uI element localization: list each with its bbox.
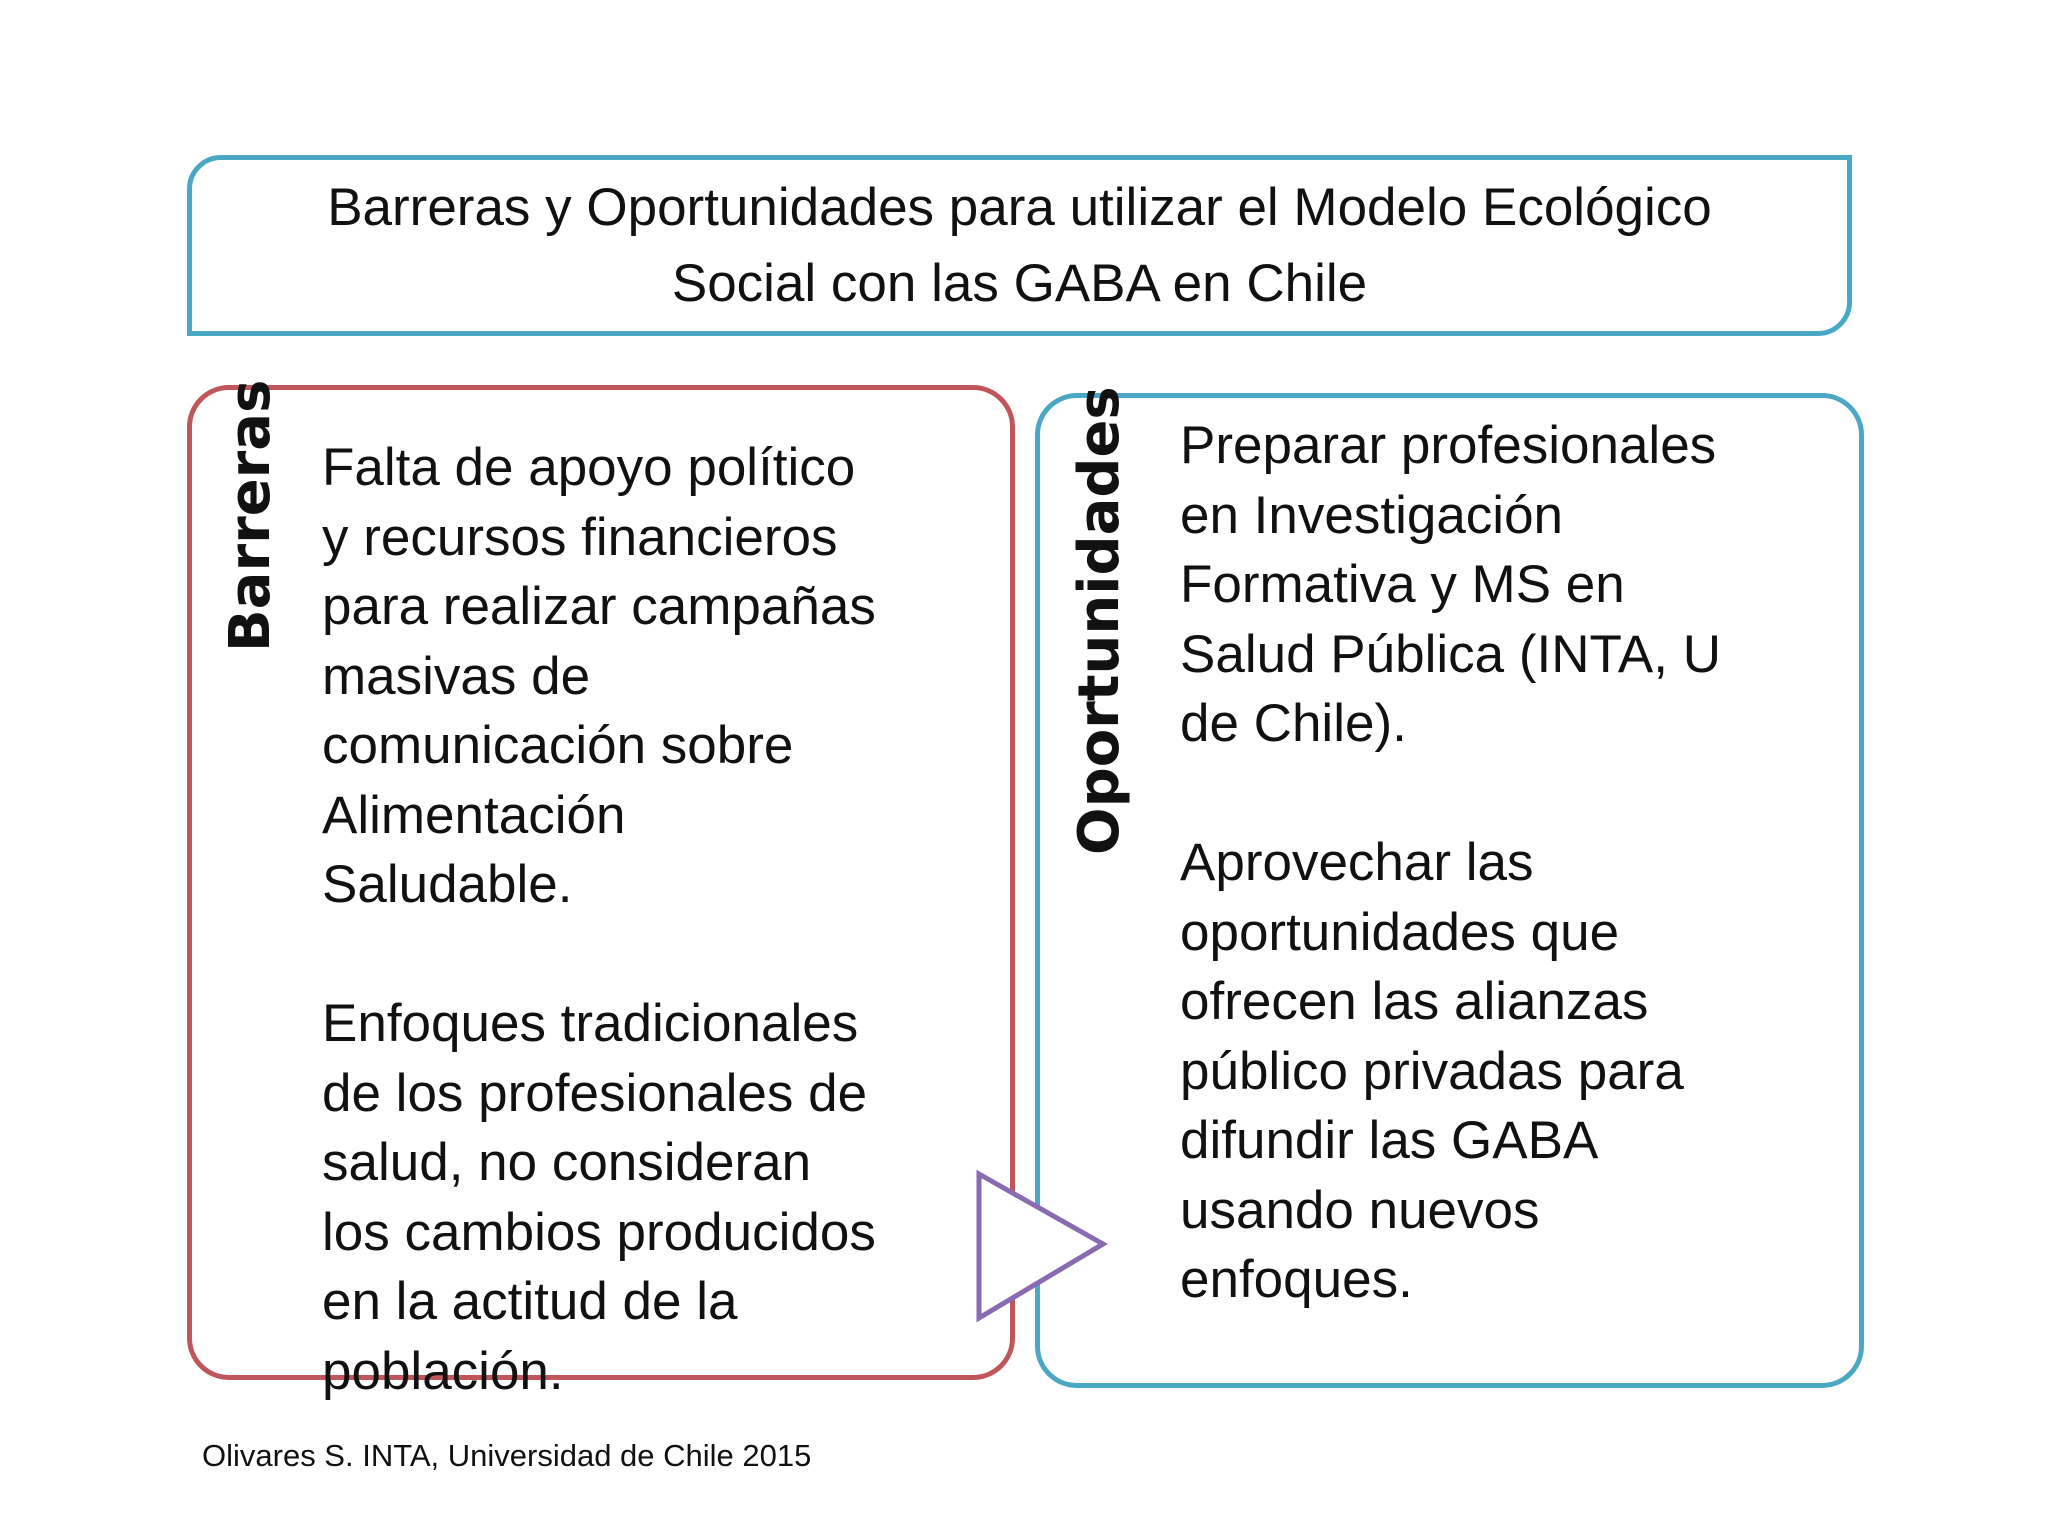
oportunidades-content bbox=[1180, 411, 1820, 1315]
barreras-item-2-line: los cambios producidos bbox=[322, 1202, 876, 1262]
oportunidades-item-2 bbox=[1180, 828, 1820, 1315]
oportunidades-item-2-line: oportunidades que bbox=[1180, 902, 1620, 962]
oportunidades-item-2-line: Aprovechar las bbox=[1180, 833, 1534, 892]
barreras-item-2-line: de los profesionales de bbox=[322, 1063, 868, 1123]
oportunidades-item-2-line: ofrecen las alianzas bbox=[1180, 972, 1649, 1031]
oportunidades-item-2-line: usando nuevos bbox=[1180, 1180, 1540, 1240]
title-line-1: Barreras y Oportunidades para utilizar el Modelo Ecológico bbox=[327, 177, 1712, 237]
arrow-right-icon bbox=[975, 1170, 1115, 1325]
oportunidades-item-2-line: público privadas para bbox=[1180, 1041, 1684, 1101]
oportunidades-item-2-line: enfoques. bbox=[1180, 1250, 1413, 1309]
barreras-item-2-line: población. bbox=[322, 1341, 564, 1401]
oportunidades-item-1-line: en Investigación bbox=[1180, 485, 1564, 545]
oportunidades-item-1-line: Formativa y MS en bbox=[1180, 555, 1625, 614]
barreras-item-2 bbox=[322, 989, 962, 1406]
title-line-2: Social con las GABA en Chile bbox=[671, 253, 1368, 313]
barreras-item-2-line: salud, no consideran bbox=[322, 1133, 812, 1192]
oportunidades-item-1-line: Preparar profesionales bbox=[1180, 416, 1717, 475]
barreras-item-2-line: Enfoques tradicionales bbox=[322, 994, 859, 1053]
barreras-item-1-line: masivas de bbox=[322, 646, 591, 706]
barreras-item-1-line: Falta de apoyo político bbox=[322, 438, 856, 497]
barreras-item-1-line: comunicación sobre bbox=[322, 716, 794, 775]
title-box bbox=[187, 155, 1852, 336]
barreras-item-1-line: y recursos financieros bbox=[322, 507, 838, 567]
barreras-item-1-line: Alimentación bbox=[322, 785, 626, 845]
barreras-item-2-line: en la actitud de la bbox=[322, 1272, 738, 1331]
barreras-item-1-line: para realizar campañas bbox=[322, 577, 876, 636]
source-citation: Olivares S. INTA, Universidad de Chile 2015 bbox=[202, 1438, 812, 1473]
barreras-item-1 bbox=[322, 433, 962, 920]
oportunidades-item-1 bbox=[1180, 411, 1820, 759]
oportunidades-item-2-line: difundir las GABA bbox=[1180, 1111, 1599, 1170]
oportunidades-item-1-line: de Chile). bbox=[1180, 694, 1407, 753]
barreras-item-1-line: Saludable. bbox=[322, 855, 573, 914]
oportunidades-label: Oportunidades bbox=[1067, 386, 1132, 855]
oportunidades-item-1-line: Salud Pública (INTA, U bbox=[1180, 624, 1721, 684]
barreras-label: Barreras bbox=[218, 379, 283, 652]
barreras-content bbox=[322, 433, 962, 1406]
